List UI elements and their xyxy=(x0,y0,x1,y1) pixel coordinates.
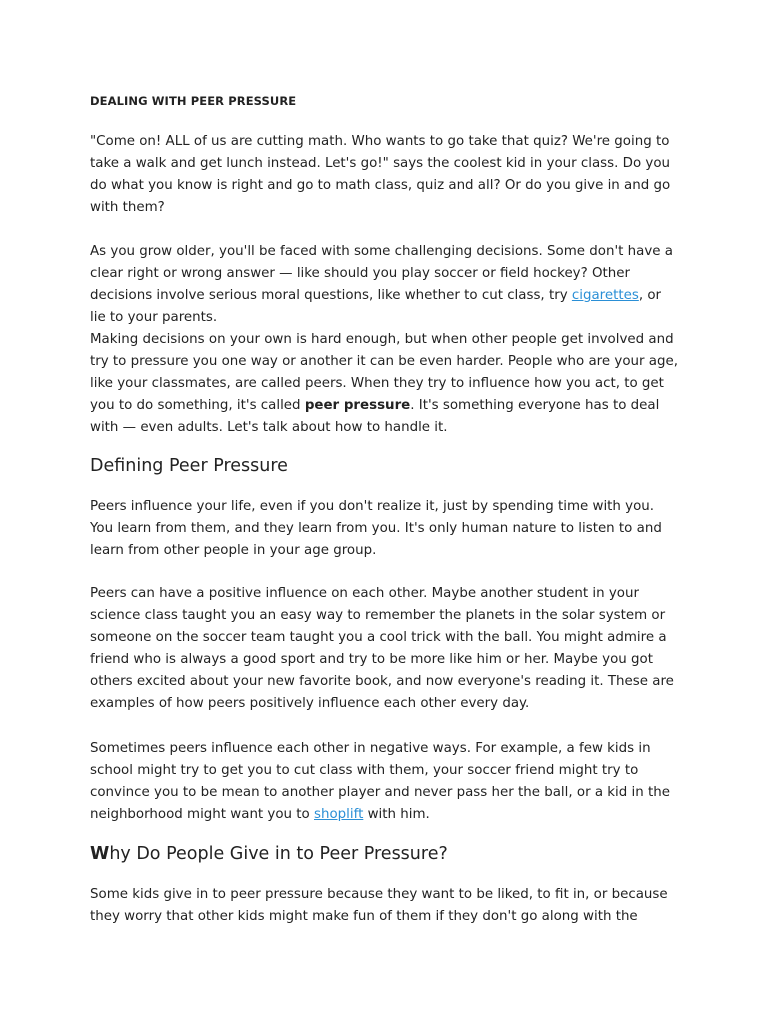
why-heading-initial: W xyxy=(90,844,110,864)
decisions-text-end: , or lie to your parents. xyxy=(90,288,662,325)
peers-influence-paragraph: Peers influence your life, even if you don't realize it, just by spending time with you. You learn from them, and they learn from you. It's only human nature to listen to and learn from other people in your age group. xyxy=(90,499,662,558)
negative-influence-paragraph xyxy=(90,738,680,826)
why-give-in-paragraph: Some kids give in to peer pressure because they want to be liked, to fit in, or because they worry that other kids might make fun of them if they don't go along with the xyxy=(90,887,668,924)
negative-influence-text-start: Sometimes peers influence each other in negative ways. For example, a few kids in school might try to get you to cut class with them, your soccer friend might try to convince you to be mean to another player and never pass her the ball, or a kid in the neighborhood might want you to xyxy=(90,741,670,822)
intro-paragraph: "Come on! ALL of us are cutting math. Who wants to go take that quiz? We're going to take a walk and get lunch instead. Let's go!" says the coolest kid in your class. Do you do what you know is right and go to math class, quiz and all? Or do you give in and go with them? xyxy=(90,134,671,215)
negative-influence-text-end: with him. xyxy=(363,807,430,822)
shoplift-link[interactable]: shoplift xyxy=(314,807,364,822)
peer-pressure-bold-term: peer pressure xyxy=(304,398,411,413)
defining-peer-pressure-heading: Defining Peer Pressure xyxy=(90,456,288,476)
peer-pressure-text-start: Making decisions on your own is hard enough, but when other people get involved and try to pressure you one way or another it can be even harder. People who are your age, like your classmates, are called peers. When they try to influence how you act, to get you to do something, it's called xyxy=(90,332,678,413)
positive-influence-paragraph: Peers can have a positive influence on each other. Maybe another student in your science class taught you an easy way to remember the planets in the solar system or someone on the soccer team taught you a cool trick with the ball. You might admire a friend who is always a good sport and try to be more like him or her. Maybe you got others excited about your new favorite book, and now everyone's reading it. These are examples of how peers positively influence each other every day. xyxy=(90,586,674,711)
why-heading-rest: hy Do People Give in to Peer Pressure? xyxy=(109,844,448,864)
cigarettes-link[interactable]: cigarettes xyxy=(571,288,639,303)
decisions-paragraph xyxy=(90,241,680,329)
peer-pressure-paragraph xyxy=(90,329,680,439)
document-title: DEALING WITH PEER PRESSURE xyxy=(90,94,297,108)
decisions-text-start: As you grow older, you'll be faced with some challenging decisions. Some don't have a clear right or wrong answer — like should you play soccer or field hockey? Other decisions involve serious moral questions, like whether to cut class, try xyxy=(90,244,673,303)
peer-pressure-text-end: . It's something everyone has to deal with — even adults. Let's talk about how to handle it. xyxy=(90,398,660,435)
why-give-in-heading xyxy=(90,844,448,864)
